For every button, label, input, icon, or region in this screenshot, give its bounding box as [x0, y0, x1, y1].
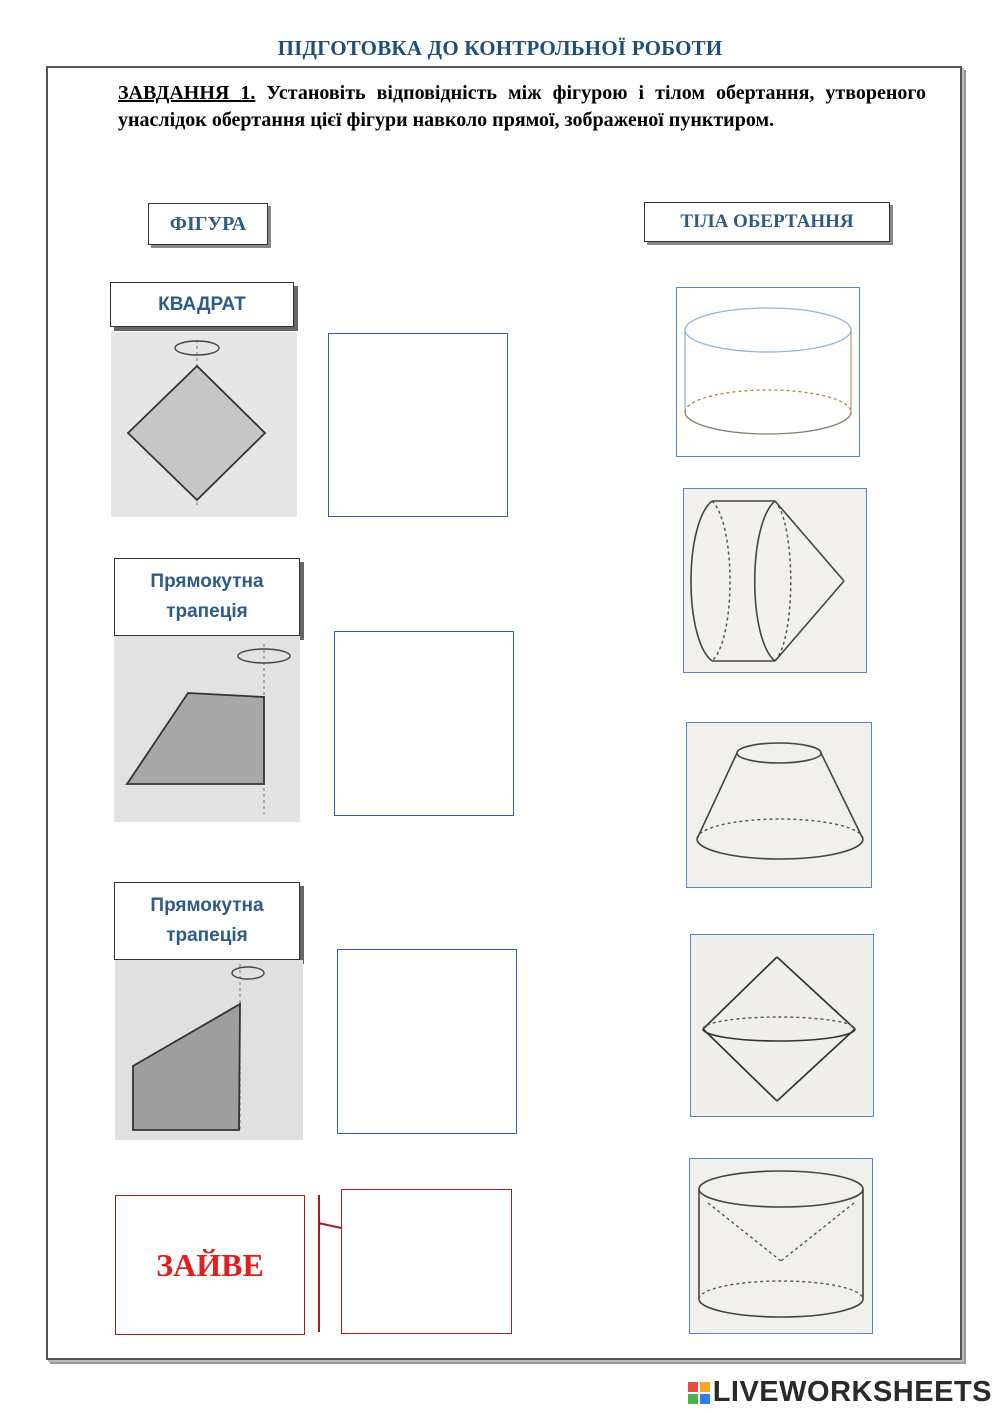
answer-drop-square[interactable]	[328, 333, 508, 517]
double-cone-solid-icon[interactable]	[690, 934, 874, 1117]
right-trapezoid-figure-icon	[114, 636, 300, 822]
truncated-cone-solid-icon[interactable]	[686, 722, 872, 888]
answer-drop-extra[interactable]	[341, 1189, 512, 1334]
task-instruction	[118, 80, 926, 134]
extra-label-box: ЗАЙВЕ	[115, 1195, 305, 1335]
logo-tile	[700, 1394, 710, 1404]
figure-label-square: КВАДРАТ	[110, 282, 294, 327]
figure-label-trapezoid-2: Прямокутна трапеція	[114, 882, 300, 960]
solids-header: ТІЛА ОБЕРТАННЯ	[644, 202, 890, 242]
right-trapezoid-figure-icon	[115, 960, 303, 1140]
answer-drop-trapezoid-2[interactable]	[337, 949, 517, 1134]
square-rotated-figure-icon	[111, 332, 297, 517]
cylinder-with-cone-solid-icon[interactable]	[683, 488, 867, 673]
task-label: ЗАВДАННЯ 1.	[118, 82, 256, 104]
answer-drop-trapezoid-1[interactable]	[334, 631, 514, 816]
figure-label-trapezoid-1: Прямокутна трапеція	[114, 558, 300, 636]
task-text: Установіть відповідність між фігурою і тілом обертання, утвореного унаслідок обертання цієї фігури навколо прямої, зображеної пунктиром.	[118, 82, 926, 131]
cylinder-with-cone-cavity-solid-icon[interactable]	[689, 1158, 873, 1334]
logo-tile	[700, 1382, 710, 1392]
logo-text: LIVEWORKSHEETS	[712, 1376, 992, 1408]
figures-header: ФІГУРА	[148, 203, 268, 245]
page-title: ПІДГОТОВКА ДО КОНТРОЛЬНОЇ РОБОТИ	[277, 36, 723, 60]
logo-tile	[688, 1382, 698, 1392]
logo-tiles-icon	[688, 1382, 710, 1404]
cylinder-solid-icon[interactable]	[676, 287, 860, 457]
liveworksheets-logo	[688, 1376, 992, 1409]
extra-divider	[318, 1195, 320, 1332]
logo-tile	[688, 1394, 698, 1404]
